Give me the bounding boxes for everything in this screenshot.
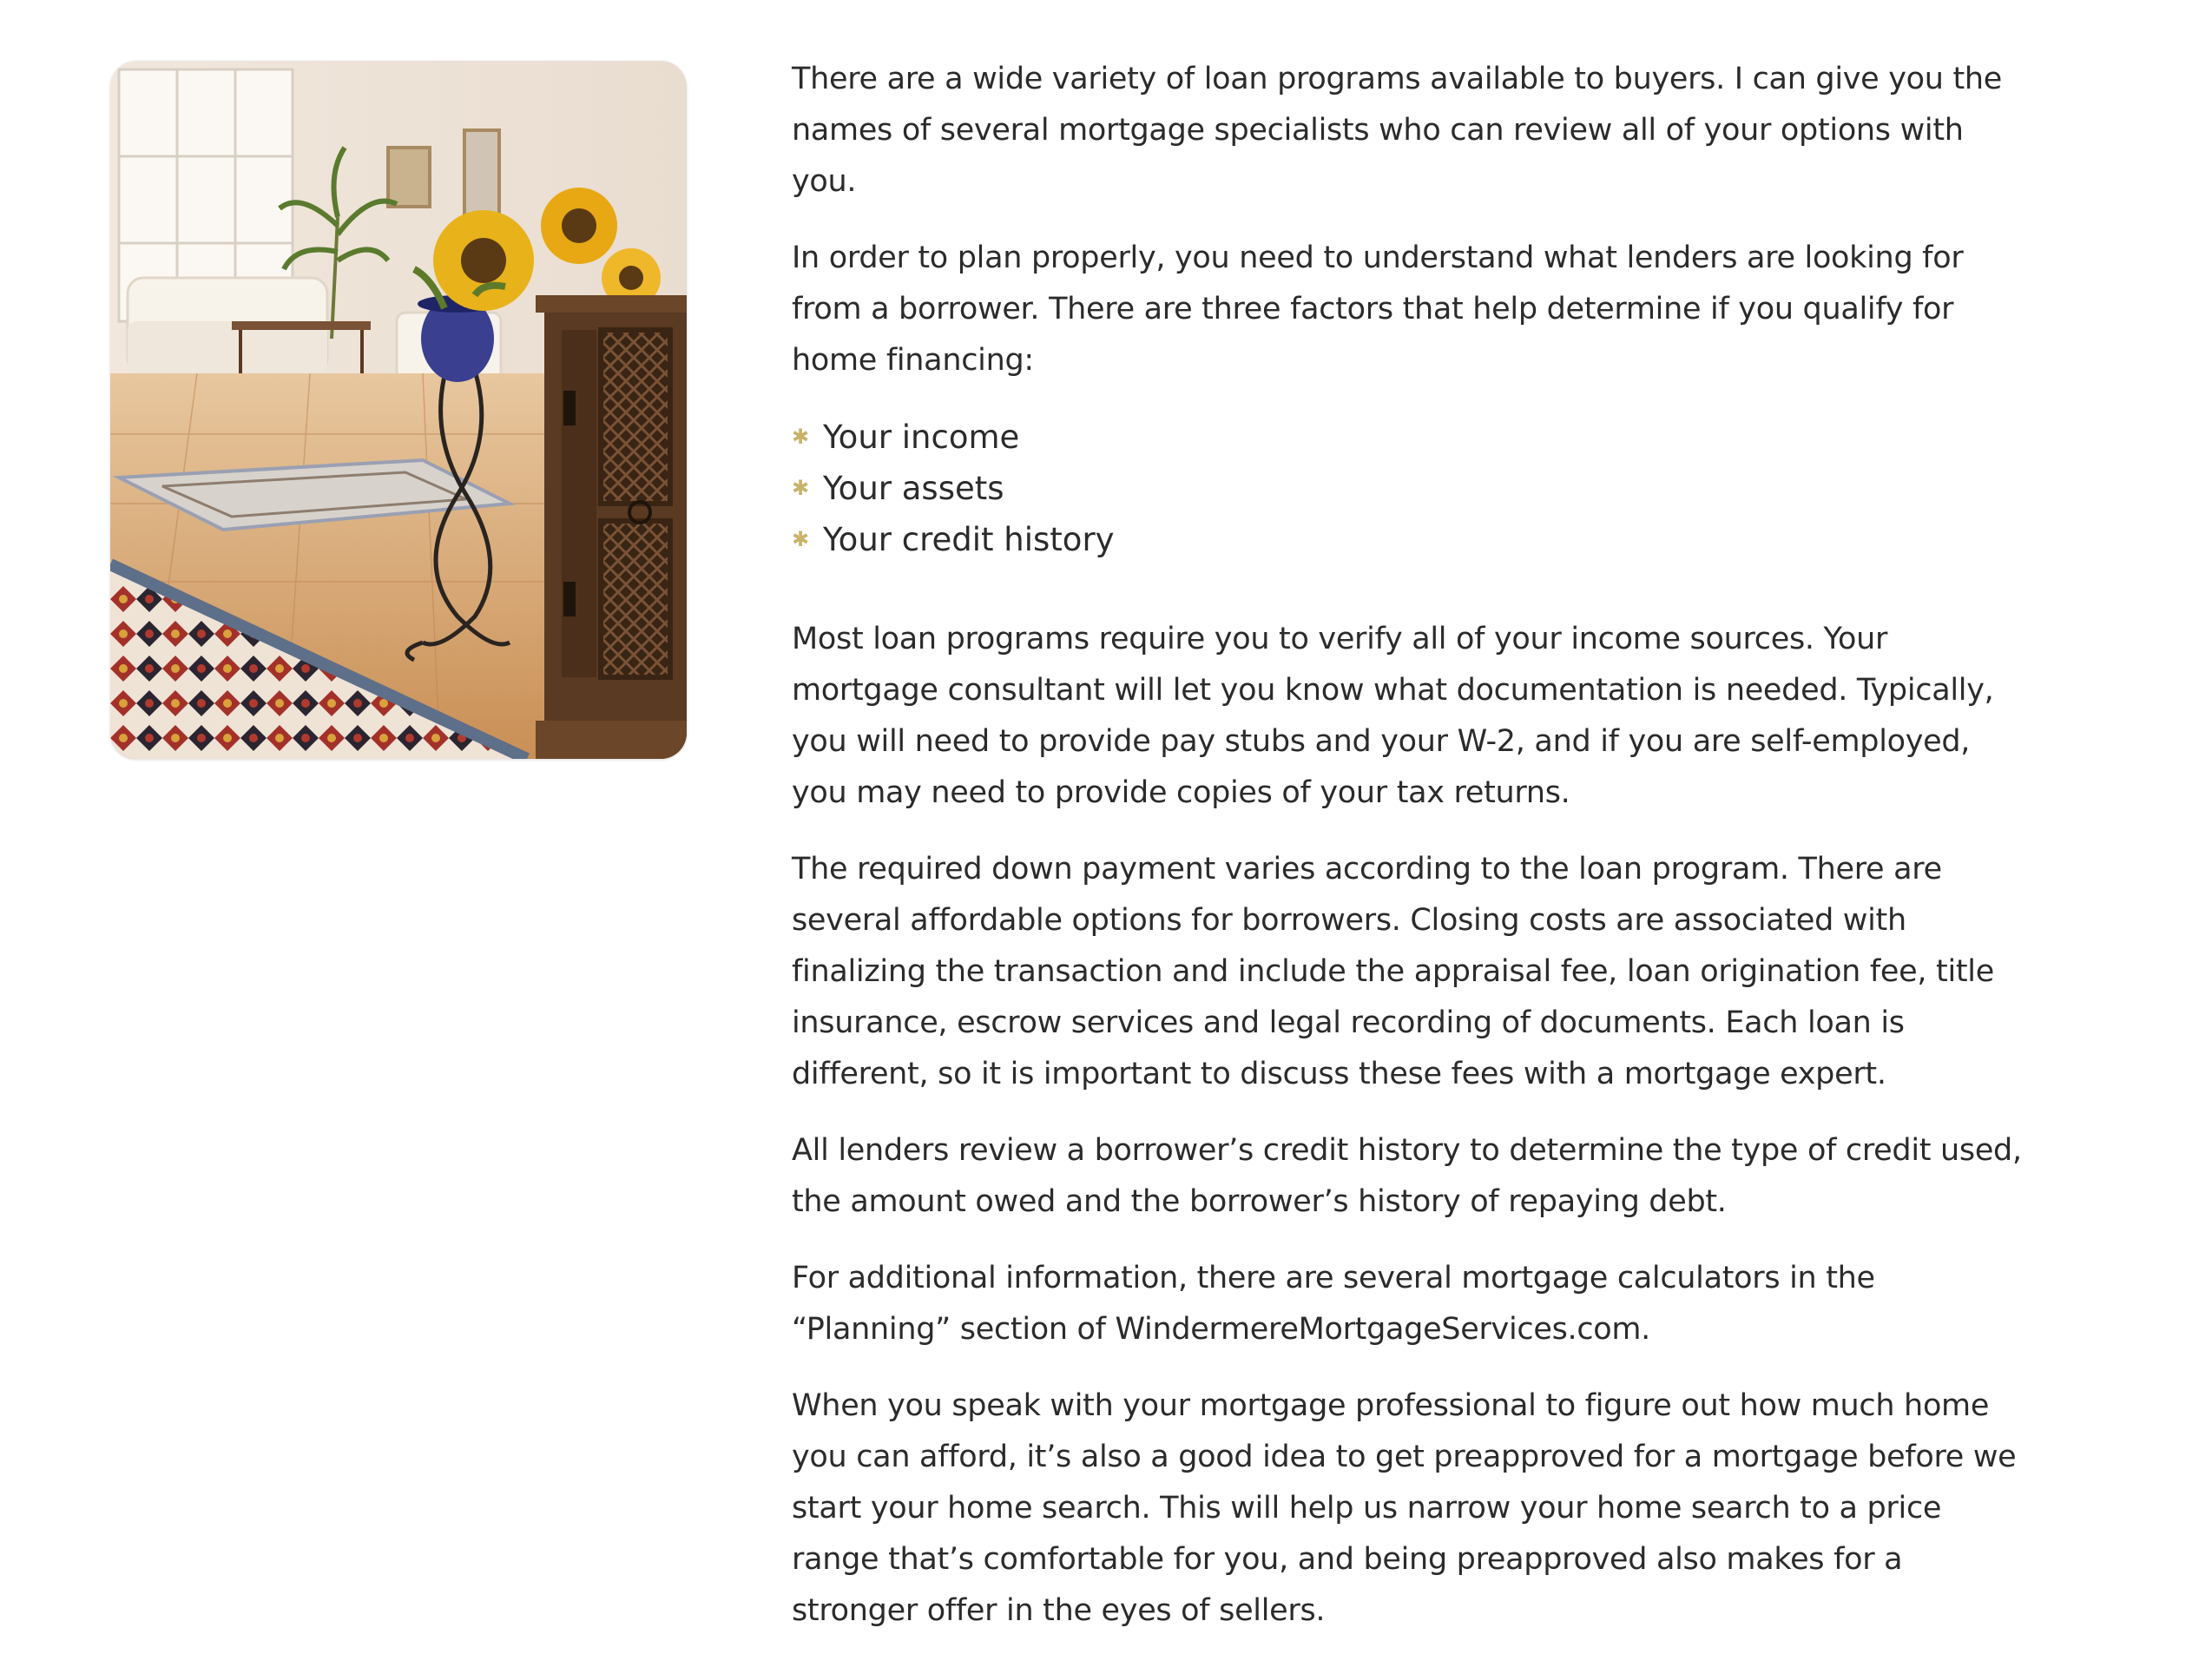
living-room-photo bbox=[110, 61, 687, 759]
asterisk-bullet-icon: ✱ bbox=[792, 425, 810, 449]
paragraph-income-verification: Most loan programs require you to verify all of your income sources. Your mortgage consultant will let you know what documentation is needed. Typically, you will need to provide pay stubs and your W-2, and if you are self-employed, you may need to provide copies of your tax returns. bbox=[792, 622, 1994, 810]
list-item-label: Your credit history bbox=[823, 521, 1115, 558]
list-item bbox=[792, 463, 2024, 514]
list-item bbox=[792, 514, 2024, 565]
paragraph-plan-properly: In order to plan properly, you need to understand what lenders are looking for from a borrower. There are three factors that help determine if you qualify for home financing: bbox=[792, 241, 1964, 378]
asterisk-bullet-icon: ✱ bbox=[792, 476, 810, 500]
paragraph-additional-information: For additional information, there are several mortgage calculators in the “Planning” section of WindermereMortgageServices.com. bbox=[792, 1261, 1875, 1347]
list-item bbox=[792, 412, 2024, 463]
article-body bbox=[792, 54, 2024, 1662]
living-room-illustration bbox=[110, 61, 687, 759]
paragraph-preapproval: When you speak with your mortgage professional to figure out how much home you can afford, it’s also a good idea to get preapproved for a mortgage before we start your home search. This will help us narrow your home search to a price range that’s comfortable for you, and being preapproved also makes for a stronger offer in the eyes of sellers. bbox=[792, 1388, 2017, 1628]
paragraph-down-payment: The required down payment varies according to the loan program. There are several affordable options for borrowers. Closing costs are associated with finalizing the transaction and include the appraisal fee, loan origination fee, title insurance, escrow services and legal recording of documents. Each loan is different, so it is important to discuss these fees with a mortgage expert. bbox=[792, 852, 1994, 1091]
qualification-factors-list bbox=[792, 412, 2024, 565]
paragraph-credit-history: All lenders review a borrower’s credit history to determine the type of credit used, the amount owed and the borrower’s history of repaying debt. bbox=[792, 1133, 2022, 1219]
list-item-label: Your assets bbox=[823, 470, 1004, 507]
paragraph-loan-programs: There are a wide variety of loan programs available to buyers. I can give you the names of several mortgage specialists who can review all of your options with you. bbox=[792, 62, 2003, 199]
list-item-label: Your income bbox=[823, 418, 1020, 456]
asterisk-bullet-icon: ✱ bbox=[792, 527, 810, 551]
